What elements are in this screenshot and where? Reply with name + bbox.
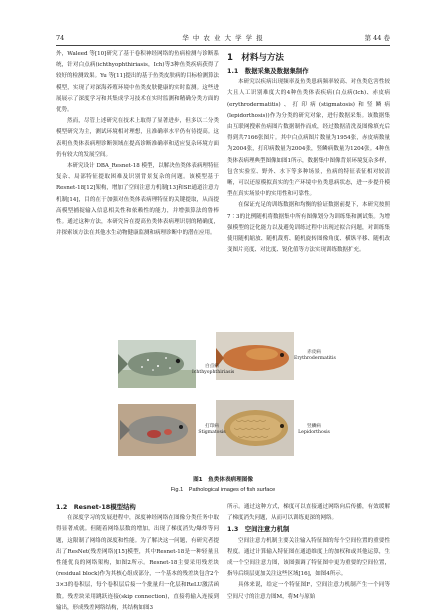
figure-caption-en: Fig.1 Pathological images of fish surface xyxy=(170,487,276,493)
paragraph: 外，Waleed 等[10]研究了基于卷积神经网络的鱼病检测与诊断系统，针对白点病(ichthyophthiriasis，Ich)等3种鱼类疾病获得了较好的检测效果。Yu 等[11]提出的基于鱼类皮肤病的目标检测算法模型，实现了对深海养殖环境中鱼类皮肤健康的实时监测。这些进展展示了深度学习和其集成学习技术在实时监测和精确分类方面的优势。 xyxy=(56,51,219,114)
paragraph: 具体来说，给定一个特征图F，空间注意力机制产生一个同等空间尺寸的注意力图M，将M与原始 xyxy=(227,582,390,600)
page-header xyxy=(56,33,390,43)
page-number: 74 xyxy=(56,34,65,42)
paragraph: 本研究以疾病出现频率及鱼类患病频率较高、对鱼类危害性较大且人工识别难度大的4种鱼类体表疾病(白点病(Ich)、赤皮病(erythrodermatitis)、打印病(stigmatosis)和竖鳞病(lepidorthosis))作为分类的研究对象，进行数据采集。该数据集由互联网搜索鱼病图片数据制作而成，经过数据清洗及图像填充后得到共7166张图片。其中白点病图片数量为1954张，赤皮病数量为2004张，打印病数量为2004张，竖鳞病数量为1204张。4种鱼类体表病理典型图像如图1所示，数据集中图像背景环境复杂多样，包含实验室、野外、水下等多种场景，鱼病的特征表征相对较清晰，可以还原模拟真实的生产环境中鱼类患病状态，进一步提升模型在真实场景中的实用性和可靠性。 xyxy=(227,79,391,198)
fish-photo xyxy=(118,340,196,388)
paragraph: 在保证充足的训练数据和均衡的验证数据前提下，本研究按照7∶3的比例随机将数据集中所有图像划分为训练集和测试集。为增强模型的泛化能力以及避免训练过程中出现过拟合问题，对训练集使用随机缩放、随机裁剪、随机旋转图像角度、横纵平移、随机改变图片亮度、对比度、锐化值等方法实现训练数据扩充。 xyxy=(227,202,390,254)
header-rule xyxy=(56,45,390,46)
label-zh: 竖鳞病 xyxy=(307,424,321,429)
paragraph: 空间注意力机制主要关注输入特征图的每个空间位置的重要性程度。通过计算输入特征图在通道维度上的加权和或其他运算，生成一个空间注意力图，该图强调了特征图中更为重要的空间位置，指导后续层更加关注这些区域[16]，如图4所示。 xyxy=(227,537,390,578)
label-en: Lepidorthosis xyxy=(298,430,330,435)
label-en: Ichthyophthiriasis xyxy=(192,370,235,375)
fish-image-stigmatosis xyxy=(118,404,196,456)
volume-label: 第 44 卷 xyxy=(364,34,390,42)
subsection-heading: 1.3 空间注意力机制 xyxy=(227,525,290,534)
label-zh: 打印病 xyxy=(205,424,219,429)
figure-caption-zh: 图1 鱼类体表病理图像 xyxy=(193,477,253,483)
paragraph: 在深度学习的发展进程中，深度神经网络在图像分类任务中取得显著成就。但随着网络层数的增加，出现了梯度消失/爆炸等问题，这限制了网络的深度和性能。为了解决这一问题，有研究者提出了ResNet(残差网络)[15]模型，其中Resnet-18是一种轻量且性能优良的网络架构，如图2所示。Resnet-18主要采用残差块(residual block)作为其核心组成部分，一个基本的残差块包含2个3×3的卷积层，每个卷积层后接一个批量归一化层和ReLU激活函数。残差块采用跳跃连接(skip connection)，直接将输入连接到输出，形成残差网络结构，其结构如图3 xyxy=(56,515,219,611)
left-column-top xyxy=(56,49,219,239)
panel-label-lepidorthosis xyxy=(294,424,334,436)
subsection-heading: 1.2 Resnet-18模型结构 xyxy=(56,503,136,511)
right-column-bottom xyxy=(227,502,390,603)
section-heading: 1 材料与方法 xyxy=(227,53,284,63)
panel-label-ichthyophthiriasis xyxy=(192,364,235,376)
paragraph: 本研究设计 DBA_Resnet-18 模型，以解决鱼类体表病理特征复杂、局部特征提取困难及识别背景复杂的问题。该模型基于 Resnet-18[12]架构，增加了空间注意力机制[13]和SE通道注意力机制[14]，目的在于加强对鱼类体表病理特征的关键提取，从而提高模型捕捉输入信息相关性和依赖性的能力，并增强算法的鲁棒性。通过这种方法，本研究旨在提高鱼类体表病理识别的精确度，并探索该方法在其他水生动物健康监测和病理诊断中的潜在应用。 xyxy=(56,163,219,237)
label-en: Erythrodermatitis xyxy=(294,356,336,361)
panel-label-erythrodermatitis xyxy=(294,350,334,362)
left-column-bottom xyxy=(56,502,219,614)
subsection-heading: 1.1 数据采集及数据集制作 xyxy=(227,67,309,75)
fish-image-ichthyophthiriasis xyxy=(118,340,196,388)
fish-photo xyxy=(118,404,196,456)
right-column-top xyxy=(227,49,390,256)
journal-title: 华 中 农 业 大 学 学 报 xyxy=(182,34,264,42)
figure-fish-pathology xyxy=(118,332,336,472)
paragraph: 所示。通过这种方式，梯度可以直接通过网络向后传播，有效缓解了梯度消失问题，从而可以训练更深的网络。 xyxy=(227,504,390,522)
label-zh: 白点病 xyxy=(205,364,219,369)
label-zh: 赤皮病 xyxy=(307,350,321,355)
paragraph: 然而，尽管上述研究在技术上取得了显著进步，但多以二分类模型研究为主，测试环境相对理想，且准确率水平仍有待提高。这表明鱼类体表病理诊断领域在提高诊断准确率和适应复杂环境方面仍有较大的发展空间。 xyxy=(56,118,219,158)
label-en: Stigmatosis xyxy=(198,430,226,435)
panel-label-stigmatosis xyxy=(192,424,232,436)
